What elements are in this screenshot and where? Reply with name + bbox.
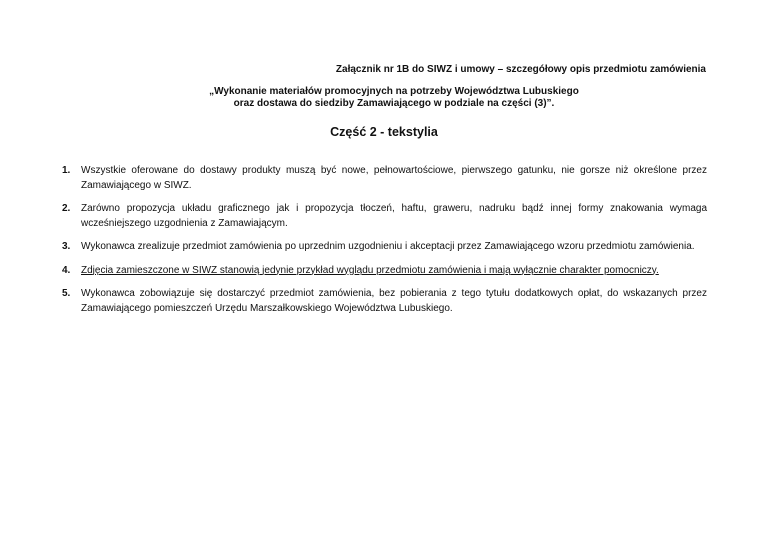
list-item-text: Zdjęcia zamieszczone w SIWZ stanowią jedynie przykład wyglądu przedmiotu zamówienia i mają wyłącznie charakter pomocniczy. [81, 264, 659, 276]
part-title: Część 2 - tekstylia [330, 125, 438, 139]
list-item-text: Zarówno propozycja układu graficznego jak i propozycja tłoczeń, haftu, graweru, nadruku bądź innej formy znakowania wymaga wcześniejszego uzgodnienia z Zamawiającym. [81, 203, 707, 229]
document-title-line-2: oraz dostawa do siedziby Zamawiającego w podziale na części (3)”. [233, 98, 555, 109]
list-item [62, 287, 707, 316]
list-item-number: 1. [62, 165, 71, 176]
list-item-number: 5. [62, 288, 71, 299]
requirements-list [62, 164, 707, 325]
attachment-heading: Załącznik nr 1B do SIWZ i umowy – szczegółowy opis przedmiotu zamówienia [335, 64, 706, 75]
list-item-number: 2. [62, 203, 71, 214]
document-title [0, 86, 768, 110]
list-item [62, 164, 707, 193]
list-item-text: Wykonawca zobowiązuje się dostarczyć przedmiot zamówienia, bez pobierania z tego tytułu dodatkowych opłat, do wskazanych przez Zamawiającego pomieszczeń Urzędu Marszałkowskiego Województwa Lubuskiego. [81, 288, 707, 314]
document-title-line-1: „Wykonanie materiałów promocyjnych na potrzeby Województwa Lubuskiego [209, 86, 579, 97]
list-item [62, 264, 707, 279]
list-item-number: 4. [62, 264, 71, 276]
list-item [62, 240, 707, 255]
list-item-number: 3. [62, 241, 71, 252]
list-item [62, 202, 707, 231]
list-item-text: Wykonawca zrealizuje przedmiot zamówienia po uprzednim uzgodnieniu i akceptacji przez Zamawiającego wzoru przedmiotu zamówienia. [81, 241, 695, 252]
list-item-text: Wszystkie oferowane do dostawy produkty muszą być nowe, pełnowartościowe, pierwszego gatunku, nie gorsze niż określone przez Zamawiającego w SIWZ. [81, 165, 707, 191]
